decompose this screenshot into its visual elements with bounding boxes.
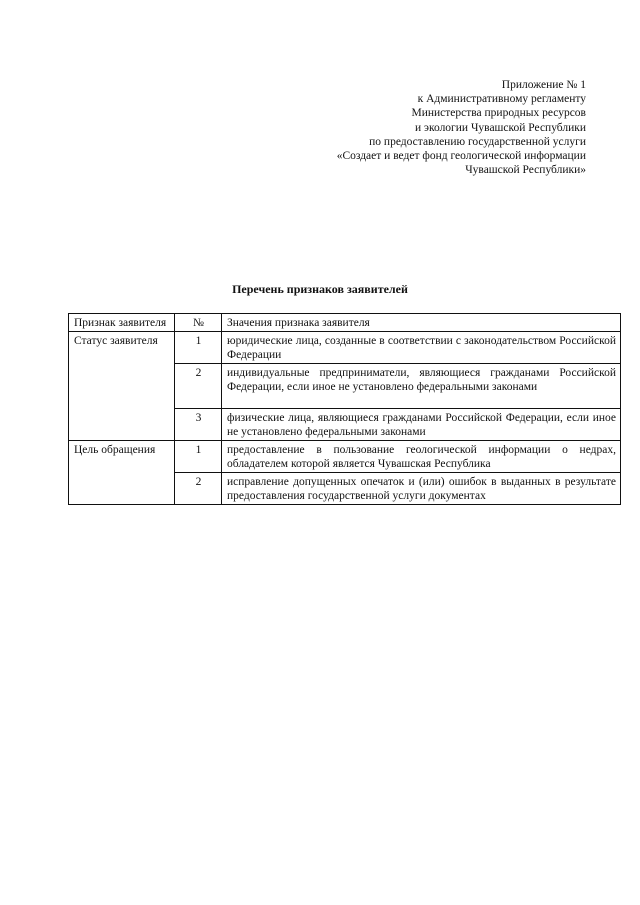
annex-line: Чувашской Республики»: [465, 164, 586, 177]
header-values: Значения признака заявителя: [222, 314, 621, 332]
page-title: Перечень признаков заявителей: [232, 282, 408, 296]
annex-line: Приложение № 1: [501, 79, 586, 91]
applicant-features-table: [68, 313, 621, 505]
table-row: [69, 332, 621, 364]
table-header-row: [69, 314, 621, 332]
header-number: №: [175, 314, 222, 332]
row-number: 3: [175, 409, 222, 441]
annex-line: и экологии Чувашской Республики: [415, 121, 586, 134]
row-text: физические лица, являющиеся гражданами Российской Федерации, если иное не установлено федеральными законами: [222, 409, 621, 441]
annex-line: Министерства природных ресурсов: [411, 107, 586, 120]
row-number: 2: [175, 364, 222, 409]
annex-line: «Создает и ведет фонд геологической информации: [336, 150, 586, 163]
annex-header: [337, 78, 586, 177]
table-row: [69, 441, 621, 473]
header-feature: Признак заявителя: [69, 314, 175, 332]
annex-line: по предоставлению государственной услуги: [369, 135, 586, 148]
group-label: Статус заявителя: [69, 332, 175, 441]
row-number: 1: [175, 332, 222, 364]
row-number: 1: [175, 441, 222, 473]
row-text: юридические лица, созданные в соответствии с законодательством Российской Федерации: [222, 332, 621, 364]
row-text: исправление допущенных опечаток и (или) ошибок в выданных в результате предоставления государственной услуги документах: [222, 473, 621, 505]
row-number: 2: [175, 473, 222, 505]
row-text: индивидуальные предприниматели, являющиеся гражданами Российской Федерации, если иное не установлено федеральными законами: [222, 364, 621, 409]
group-label: Цель обращения: [69, 441, 175, 505]
annex-line: к Административному регламенту: [417, 93, 586, 106]
row-text: предоставление в пользование геологической информации о недрах, обладателем которой является Чувашская Республика: [222, 441, 621, 473]
